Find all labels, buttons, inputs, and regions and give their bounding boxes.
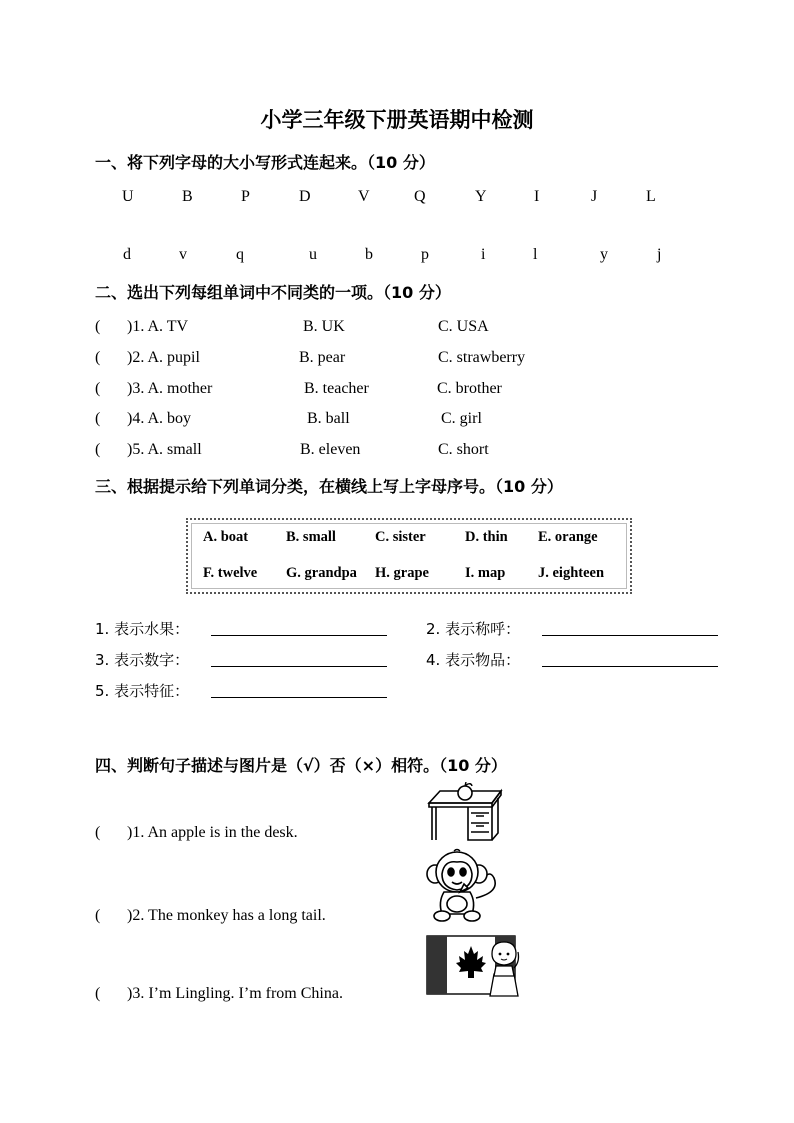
option-c: C. USA <box>438 318 489 335</box>
word-bank-item: H. grape <box>375 565 429 581</box>
upper-letter: V <box>358 188 370 205</box>
option-b: B. eleven <box>300 441 361 458</box>
option-c: C. brother <box>437 380 502 397</box>
upper-letter: L <box>646 188 656 205</box>
option-b: B. teacher <box>304 380 369 397</box>
word-bank-item: C. sister <box>375 529 426 545</box>
option-c: C. girl <box>441 410 482 427</box>
answer-blank-open: ( <box>95 380 101 397</box>
option-a: )4. A. boy <box>127 410 191 427</box>
section-2-heading: 二、选出下列每组单词中不同类的一项。（10 分） <box>95 283 451 302</box>
lower-letter: q <box>236 246 244 263</box>
word-bank-item: D. thin <box>465 529 508 545</box>
answer-blank-open: ( <box>95 349 101 366</box>
section-1-heading: 一、将下列字母的大小写形式连起来。（10 分） <box>95 153 435 172</box>
word-bank-item: I. map <box>465 565 506 581</box>
lower-letter: i <box>481 246 486 263</box>
answer-line[interactable] <box>542 666 718 667</box>
lower-letter: y <box>600 246 608 263</box>
lower-letter: p <box>421 246 429 263</box>
option-a: )2. A. pupil <box>127 349 200 366</box>
lower-letter: j <box>657 246 662 263</box>
category-prompt: 3. 表示数字： <box>95 651 190 669</box>
answer-blank-open: ( <box>95 318 101 335</box>
answer-blank-open: ( <box>95 410 101 427</box>
category-prompt: 4. 表示物品： <box>426 651 521 669</box>
answer-blank-open: ( <box>95 907 101 924</box>
section-3-heading: 三、根据提示给下列单词分类，在横线上写上字母序号。（10 分） <box>95 477 563 496</box>
option-b: B. ball <box>307 410 350 427</box>
judgement-sentence: )3. I’m Lingling. I’m from China. <box>127 985 343 1002</box>
answer-blank-open: ( <box>95 441 101 458</box>
word-bank-item: A. boat <box>203 529 249 545</box>
answer-blank-open: ( <box>95 824 101 841</box>
option-b: B. UK <box>303 318 345 335</box>
desk-with-apple-icon <box>426 782 504 844</box>
word-bank-item: G. grandpa <box>286 565 357 581</box>
word-bank-item: E. orange <box>538 529 598 545</box>
upper-letter: Q <box>414 188 426 205</box>
lower-letter: v <box>179 246 187 263</box>
upper-letter: B <box>182 188 193 205</box>
option-b: B. pear <box>299 349 346 366</box>
option-c: C. short <box>438 441 489 458</box>
answer-line[interactable] <box>211 697 387 698</box>
answer-line[interactable] <box>211 635 387 636</box>
option-a: )1. A. TV <box>127 318 189 335</box>
judgement-sentence: )2. The monkey has a long tail. <box>127 907 326 924</box>
lower-letter: l <box>533 246 538 263</box>
category-prompt: 5. 表示特征： <box>95 682 190 700</box>
upper-letter: Y <box>475 188 487 205</box>
option-a: )5. A. small <box>127 441 202 458</box>
word-bank-item: B. small <box>286 529 336 545</box>
monkey-icon <box>424 848 502 924</box>
category-prompt: 1. 表示水果： <box>95 620 190 638</box>
word-bank-item: J. eighteen <box>538 565 605 581</box>
upper-letter: P <box>241 188 250 205</box>
judgement-sentence: )1. An apple is in the desk. <box>127 824 298 841</box>
section-4-heading: 四、判断句子描述与图片是（√）否（×）相符。（10 分） <box>95 756 507 775</box>
answer-blank-open: ( <box>95 985 101 1002</box>
option-a: )3. A. mother <box>127 380 213 397</box>
lower-letter: b <box>365 246 373 263</box>
option-c: C. strawberry <box>438 349 526 366</box>
page-title: 小学三年级下册英语期中检测 <box>260 108 534 132</box>
lower-letter: d <box>123 246 131 263</box>
word-bank-item: F. twelve <box>203 565 258 581</box>
upper-letter: D <box>299 188 311 205</box>
canada-flag-girl-icon <box>426 934 522 998</box>
category-prompt: 2. 表示称呼： <box>426 620 521 638</box>
upper-letter: U <box>122 188 134 205</box>
upper-letter: I <box>534 188 540 205</box>
answer-line[interactable] <box>542 635 718 636</box>
answer-line[interactable] <box>211 666 387 667</box>
upper-letter: J <box>591 188 598 205</box>
lower-letter: u <box>309 246 317 263</box>
